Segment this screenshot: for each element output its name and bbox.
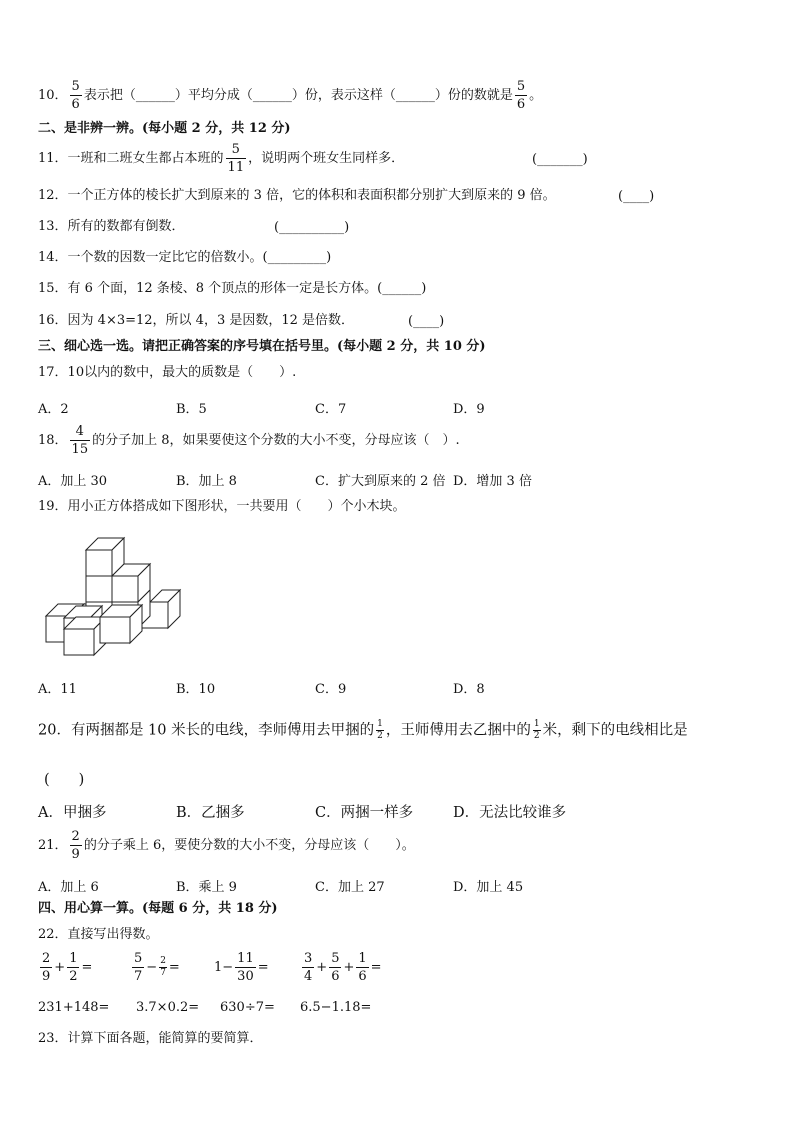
- answer-blank[interactable]: (____): [618, 189, 655, 204]
- fraction: $\frac{5}{11}$: [227, 142, 245, 175]
- option-c[interactable]: C．9: [315, 682, 347, 697]
- question-21: 21． $\frac{2}{9}$ 的分子乘上 6，要使分数的大小不变，分母应该（ ）。: [38, 829, 415, 862]
- fraction: $\frac{1}{2}$: [377, 719, 383, 741]
- option-c[interactable]: C．加上 27: [315, 880, 385, 895]
- option-d[interactable]: D．9: [453, 402, 485, 417]
- question-22: 22．直接写出得数。: [38, 927, 159, 942]
- option-c[interactable]: C．扩大到原来的 2 倍: [315, 474, 446, 489]
- fraction: $\frac{5}{6}$: [516, 79, 526, 112]
- question-20: 20．有两捆都是 10 米长的电线，李师傅用去甲捆的 $\frac{1}{2}$ ，王师傅用去乙捆中的 $\frac{1}{2}$ 米，剩下的电线相比是: [38, 719, 688, 741]
- option-b[interactable]: B．乙捆多: [176, 805, 245, 821]
- option-c[interactable]: C．7: [315, 402, 347, 417]
- answer-blank[interactable]: ( ): [44, 772, 85, 788]
- question-19: 19．用小正方体搭成如下图形状，一共要用（ ）个小木块。: [38, 499, 406, 514]
- question-10: 10． $\frac{5}{6}$ 表示把（______）平均分成（______）份，表示这样（______）份的数就是 $\frac{5}{6}$ 。: [38, 79, 543, 112]
- option-d[interactable]: D．无法比较谁多: [453, 805, 567, 821]
- question-23: 23．计算下面各题，能简算的要简算．: [38, 1031, 263, 1046]
- option-a[interactable]: A．加上 30: [38, 474, 108, 489]
- option-b[interactable]: B．加上 8: [176, 474, 237, 489]
- expression-6: 3.7×0.2=: [136, 1000, 200, 1015]
- option-b[interactable]: B．10: [176, 682, 216, 697]
- cube-stack-figure: [38, 535, 188, 660]
- option-d[interactable]: D．增加 3 倍: [453, 474, 532, 489]
- option-a[interactable]: A．加上 6: [38, 880, 99, 895]
- option-b[interactable]: B．5: [176, 402, 207, 417]
- answer-blank[interactable]: (____): [408, 314, 445, 329]
- question-11: 11．一班和二班女生都占本班的 $\frac{5}{11}$ ，说明两个班女生同样多．: [38, 142, 405, 175]
- cube: [86, 576, 112, 602]
- question-17: 17．10以内的数中，最大的质数是（ ）.: [38, 365, 297, 380]
- cube: [100, 605, 142, 643]
- option-a[interactable]: A．甲捆多: [38, 805, 107, 821]
- option-d[interactable]: D．加上 45: [453, 880, 524, 895]
- expression-3: 1− $\frac{11}{30}$ =: [214, 951, 269, 984]
- answer-blank[interactable]: (_______): [532, 152, 588, 167]
- question-18: 18． $\frac{4}{15}$ 的分子加上 8，如果要使这个分数的大小不变，分母应该（ ）.: [38, 424, 460, 457]
- fraction: $\frac{2}{9}$: [71, 829, 80, 862]
- answer-blank[interactable]: (__________): [274, 220, 350, 235]
- expression-2: $\frac{5}{7}$ − $\frac{2}{7}$ =: [134, 951, 180, 984]
- question-13: 13．所有的数都有倒数．: [38, 219, 185, 234]
- section-3-heading: 三、细心选一选。请把正确答案的序号填在括号里。(每小题 2 分，共 10 分): [38, 339, 486, 354]
- expression-5: 231+148=: [38, 1000, 110, 1015]
- question-16: 16．因为 4×3=12，所以 4，3 是因数，12 是倍数．: [38, 313, 355, 328]
- option-c[interactable]: C．两捆一样多: [315, 805, 414, 821]
- option-d[interactable]: D．8: [453, 682, 485, 697]
- section-4-heading: 四、用心算一算。(每题 6 分，共 18 分): [38, 901, 278, 916]
- expression-7: 630÷7=: [220, 1000, 275, 1015]
- expression-1: $\frac{2}{9}$ + $\frac{1}{2}$ =: [42, 951, 93, 984]
- option-b[interactable]: B．乘上 9: [176, 880, 237, 895]
- section-2-heading: 二、是非辨一辨。(每小题 2 分，共 12 分): [38, 121, 291, 136]
- fraction: $\frac{5}{6}$: [71, 79, 80, 112]
- expression-4: $\frac{3}{4}$ + $\frac{5}{6}$ + $\frac{1}{6}$ =: [304, 951, 382, 984]
- fraction: $\frac{4}{15}$: [71, 424, 89, 457]
- question-15: 15．有 6 个面，12 条棱、8 个顶点的形体一定是长方体。(______): [38, 281, 427, 296]
- question-14: 14．一个数的因数一定比它的倍数小。(_________): [38, 250, 332, 265]
- fraction: $\frac{1}{2}$: [533, 719, 540, 741]
- question-12: 12．一个正方体的棱长扩大到原来的 3 倍，它的体积和表面积都分别扩大到原来的 9 倍。: [38, 188, 556, 203]
- option-a[interactable]: A．11: [38, 682, 77, 697]
- option-a[interactable]: A．2: [38, 402, 69, 417]
- expression-8: 6.5−1.18=: [300, 1000, 372, 1015]
